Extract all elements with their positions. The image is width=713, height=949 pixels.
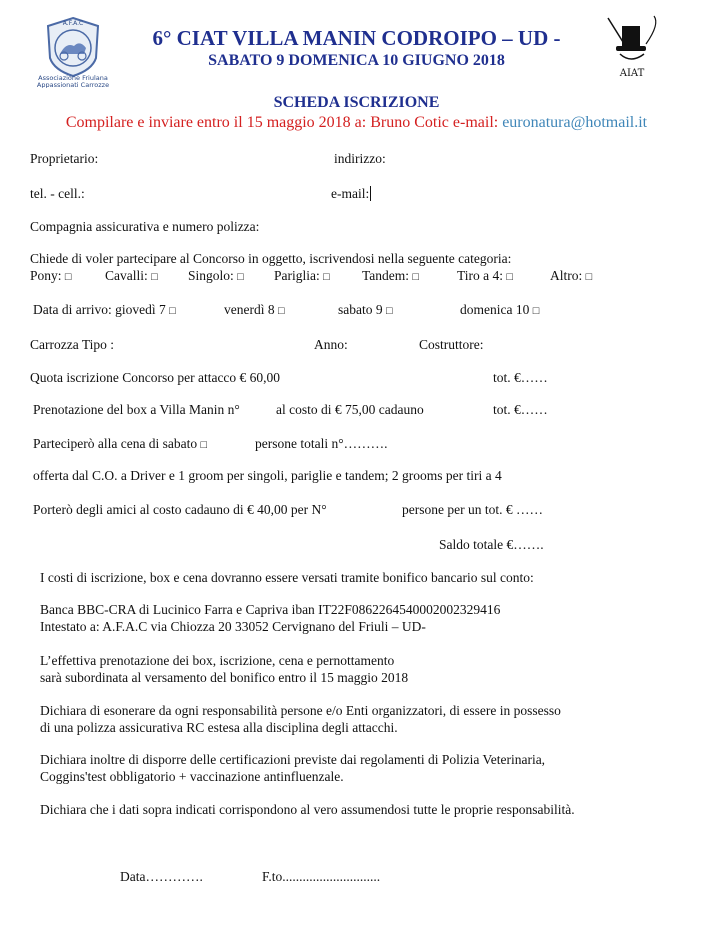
category-singolo[interactable]	[188, 268, 244, 284]
compagnia-label: Compagnia assicurativa e numero polizza:	[30, 219, 260, 234]
chiede-text: Chiede di voler partecipare al Concorso in oggetto, iscrivendosi nella seguente categoria:	[30, 251, 512, 266]
text-cursor	[370, 186, 371, 201]
checkbox[interactable]: □	[585, 271, 593, 283]
contact-email-link[interactable]: euronatura@hotmail.it	[502, 114, 648, 131]
logo-right-text: AIAT	[619, 68, 645, 79]
category-cavalli-label: Cavalli:	[105, 268, 148, 283]
checkbox[interactable]: □	[200, 439, 208, 451]
indirizzo-label: indirizzo:	[334, 151, 386, 166]
quota-text: Quota iscrizione Concorso per attacco € 60,00	[30, 370, 281, 385]
cena-persone: persone totali n°……….	[255, 436, 388, 451]
cena-label: Parteciperò alla cena di sabato	[33, 436, 198, 451]
form-title: SCHEDA ISCRIZIONE	[273, 94, 440, 111]
checkbox[interactable]: □	[64, 271, 72, 283]
anno-label: Anno:	[314, 337, 348, 352]
instructions	[0, 114, 713, 132]
dichiara-2-line-1: Dichiara inoltre di disporre delle certificazioni previste dai regolamenti di Polizia Veterinaria,	[40, 752, 546, 767]
arrival-sunday-label: domenica 10	[460, 302, 530, 317]
costruttore-label: Costruttore:	[419, 337, 484, 352]
instructions-text: Compilare e inviare entro il 15 maggio 2018 a: Bruno Cotic e-mail:	[65, 114, 503, 131]
costi-text: I costi di iscrizione, box e cena dovranno essere versati tramite bonifico bancario sul conto:	[40, 570, 534, 585]
checkbox[interactable]: □	[151, 271, 158, 283]
arrival-label: Data di arrivo: giovedì 7	[33, 302, 166, 317]
box-total: tot. €……	[493, 402, 548, 417]
dichiara-3: Dichiara che i dati sopra indicati corrispondono al vero assumendosi tutte le proprie responsabilità.	[40, 802, 575, 817]
dichiara-1-line-2: di una polizza assicurativa RC estesa alla disciplina degli attacchi.	[40, 720, 398, 735]
email-label: e-mail:	[331, 186, 370, 201]
category-tiro-a-4[interactable]	[457, 268, 513, 284]
checkbox[interactable]: □	[506, 271, 514, 283]
logo-left-text: A.F.A.C	[62, 20, 84, 27]
carrozza-tipo-label: Carrozza Tipo :	[30, 337, 114, 352]
arrival-thursday[interactable]	[33, 302, 176, 318]
logo-left-caption-1: Associazione Friulana	[38, 74, 108, 82]
category-pony-label: Pony:	[30, 268, 62, 283]
offerta-text: offerta dal C.O. a Driver e 1 groom per singoli, pariglie e tandem; 2 grooms per tiri a 4	[33, 468, 502, 483]
checkbox[interactable]: □	[237, 271, 244, 283]
effettiva-line-1: L’effettiva prenotazione dei box, iscrizione, cena e pernottamento	[40, 653, 395, 668]
checkbox[interactable]: □	[386, 305, 393, 317]
email-field[interactable]	[331, 186, 371, 202]
box-cost-text: al costo di € 75,00 cadauno	[276, 402, 424, 417]
dichiara-1-line-1: Dichiara di esonerare da ogni responsabilità persone e/o Enti organizzatori, di essere in possesso	[40, 703, 561, 718]
arrival-sunday[interactable]	[460, 302, 539, 318]
event-title: 6° CIAT VILLA MANIN CODROIPO – UD -	[152, 26, 561, 50]
cena-option[interactable]	[33, 436, 207, 452]
arrival-saturday-label: sabato 9	[338, 302, 383, 317]
dichiara-2-line-2: Coggins'test obbligatorio + vaccinazione antinfluenzale.	[40, 769, 344, 784]
category-cavalli[interactable]	[105, 268, 158, 284]
event-dates: SABATO 9 DOMENICA 10 GIUGNO 2018	[208, 52, 505, 69]
proprietario-label: Proprietario:	[30, 151, 99, 166]
arrival-friday-label: venerdì 8	[224, 302, 275, 317]
logo-left-caption-2: Appassionati Carrozze	[36, 81, 110, 88]
checkbox[interactable]: □	[169, 305, 176, 317]
amici-text: Porterò degli amici al costo cadauno di € 40,00 per N°	[33, 502, 327, 517]
effettiva-line-2: sarà subordinata al versamento del bonifico entro il 15 maggio 2018	[40, 670, 409, 685]
category-tandem-label: Tandem:	[362, 268, 410, 283]
firma-signature: F.to.............................	[262, 869, 381, 884]
category-pariglia-label: Pariglia:	[274, 268, 320, 283]
category-tiro-label: Tiro a 4:	[457, 268, 504, 283]
category-pony[interactable]	[30, 268, 72, 284]
amici-total: persone per un tot. € ……	[402, 502, 543, 517]
checkbox[interactable]: □	[532, 305, 540, 317]
tel-label: tel. - cell.:	[30, 186, 85, 201]
banca-text: Banca BBC-CRA di Lucinico Farra e Capriva iban IT22F0862264540002002329416	[40, 602, 501, 617]
category-pariglia[interactable]	[274, 268, 330, 284]
category-tandem[interactable]	[362, 268, 419, 284]
arrival-saturday[interactable]	[338, 302, 393, 318]
data-signature: Data………….	[120, 869, 203, 884]
checkbox[interactable]: □	[277, 305, 285, 317]
quota-total: tot. €……	[493, 370, 548, 385]
checkbox[interactable]: □	[412, 271, 420, 283]
checkbox[interactable]: □	[323, 271, 330, 283]
category-altro-label: Altro:	[550, 268, 583, 283]
saldo-totale: Saldo totale €…….	[439, 537, 544, 552]
box-text: Prenotazione del box a Villa Manin n°	[33, 402, 240, 417]
arrival-friday[interactable]	[224, 302, 285, 318]
intestato-text: Intestato a: A.F.A.C via Chiozza 20 33052 Cervignano del Friuli – UD-	[40, 619, 426, 634]
category-altro[interactable]	[550, 268, 592, 284]
category-singolo-label: Singolo:	[188, 268, 234, 283]
